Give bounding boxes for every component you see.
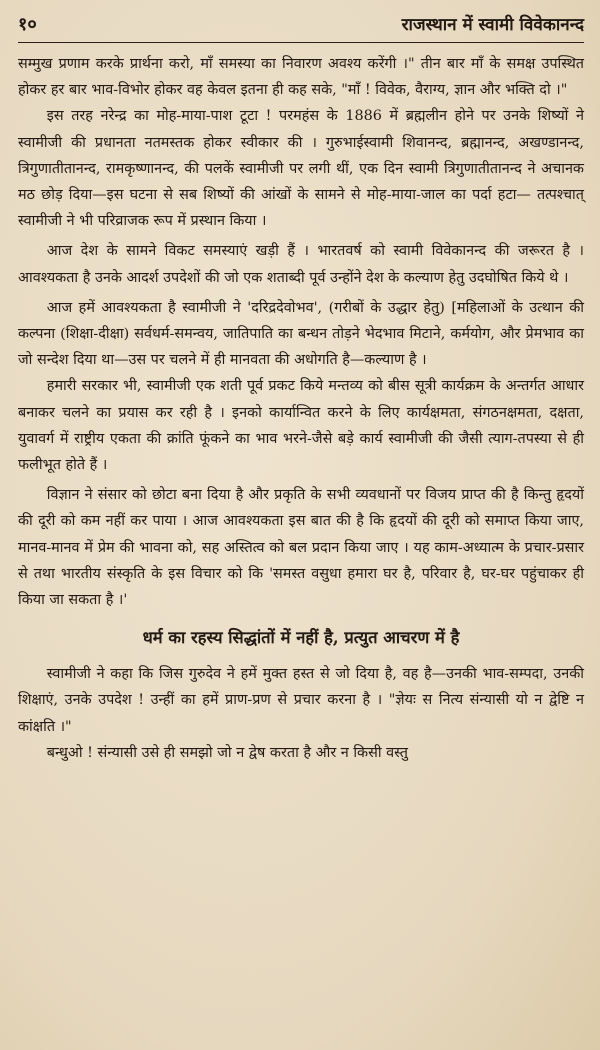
page-number: १० [18,14,37,35]
paragraph: विज्ञान ने संसार को छोटा बना दिया है और प्रकृति के सभी व्यवधानों पर विजय प्राप्त की है किन्तु हृदयों की दूरी को कम नहीं कर पाया । आज आवश्यकता इस बात की है कि हृदयों की दूरी को समाप्त किया जाए, मानव-मानव में प्रेम की भावना को, सह अस्तित्व को बल प्रदान किया जाए । यह काम-अध्यात्म के प्रचार-प्रसार से तथा भारतीय संस्कृति के इस विचार को कि 'समस्त वसुधा हमारा घर है, परिवार है, घर-घर पहुंचाकर ही किया जा सकता है ।' [18,487,584,609]
paragraph: आज हमें आवश्यकता है स्वामीजी ने 'दरिद्रदेवोभव', (गरीबों के उद्धार हेतु) [महिलाओं के उत्थान की कल्पना (शिक्षा-दीक्षा) सर्वधर्म-समन्वय, जातिपाति का बन्धन तोड़ने भेदभाव मिटाने, कर्मयोग, और प्रेमभाव का जो सन्देश दिया था—उस पर चलने में ही मानवता की अधोगति है—कल्याण है । [18,299,584,369]
paragraph: इस तरह नरेन्द्र का मोह-माया-पाश टूटा ! परमहंस के 1886 में ब्रह्मलीन होने पर उनके शिष्यों ने स्वामीजी की प्रधानता नतमस्तक होकर स्वीकार की । गुरुभाईस्वामी शिवानन्द, ब्रह्मानन्द, अखण्डानन्द, त्रिगुणातीतानन्द, रामकृष्णानन्द, की पलकें स्वामीजी पर लगी थीं, एक दिन स्वामी त्रिगुणातीतानन्द ने अचानक मठ छोड़ दिया—इस घटना से सब शिष्यों की आंखों के सामने से मोह-माया-जाल का पर्दा हटा— तत्पश्चात् स्वामीजी ने भी परिव्राजक रूप में प्रस्थान किया । [18,108,584,230]
paragraph: हमारी सरकार भी, स्वामीजी एक शती पूर्व प्रकट किये मन्तव्य को बीस सूत्री कार्यक्रम के अन्तर्गत आधार बनाकर चलने का प्रयास कर रही है । इनको कार्यान्वित करने के लिए कार्यक्षमता, संगठनक्षमता, दक्षता, युवावर्ग में राष्ट्रीय एकता की क्रांति फूंकने का भाव भरने-जैसे बड़े कार्य स्वामीजी की जैसी त्याग-तपस्या से ही फलीभूत होते हैं । [18,378,584,474]
page-header [18,12,584,43]
paragraph: बन्धुओ ! संन्यासी उसे ही समझो जो न द्वेष करता है और न किसी वस्तु [46,744,408,761]
paragraph: सम्मुख प्रणाम करके प्रार्थना करो, माँ समस्या का निवारण अवश्य करेंगी ।" तीन बार माँ के समक्ष उपस्थित होकर हर बार भाव-विभोर होकर वह केवल इतना ही कह सके, "माँ ! विवेक, वैराग्य, ज्ञान और भक्ति दो ।" [18,56,584,99]
paragraph: स्वामीजी ने कहा कि जिस गुरुदेव ने हमें मुक्त हस्त से जो दिया है, वह है—उनकी भाव-सम्पदा, उनकी शिक्षाएं, उनके उपदेश ! उन्हीं का हमें प्राण-प्रण से प्रचार करना है । "ज्ञेयः स नित्य संन्यासी यो न द्वेष्टि न कांक्षति ।" [18,666,584,735]
paragraph: आज देश के सामने विकट समस्याएं खड़ी हैं । भारतवर्ष को स्वामी विवेकानन्द की जरूरत है । आवश्यकता है उनके आदर्श उपदेशों की जो एक शताब्दी पूर्व उन्होंने देश के कल्याण हेतु उदघोषित किये थे । [18,243,584,286]
running-title: राजस्थान में स्वामी विवेकानन्द [401,15,584,35]
section-heading: धर्म का रहस्य सिद्धांतों में नहीं है, प्रत्युत आचरण में है [142,628,460,648]
page-body [18,51,584,766]
